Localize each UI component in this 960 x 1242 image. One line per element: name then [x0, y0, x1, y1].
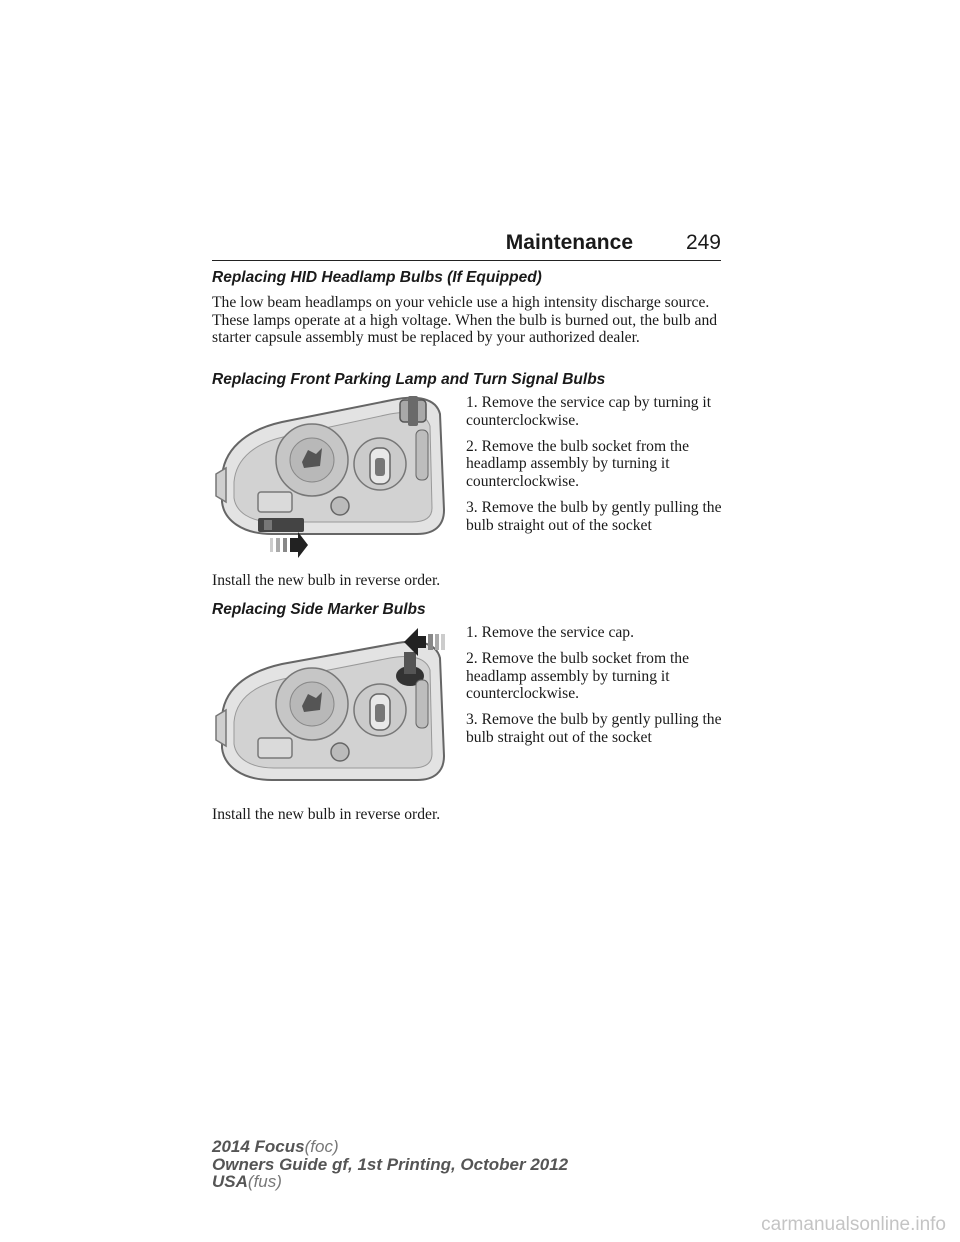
mounting-tab: [258, 492, 292, 512]
hid-heading: Replacing HID Headlamp Bulbs (If Equipped): [212, 269, 542, 286]
adjuster-screw: [331, 743, 349, 761]
parking-lamp-socket: [258, 518, 304, 532]
footer-guide: Owners Guide gf, 1st Printing, October 2012: [212, 1154, 569, 1174]
page-footer: [212, 1138, 568, 1191]
low-beam-reflector: [276, 668, 348, 740]
mounting-tab: [258, 738, 292, 758]
side-marker-heading: Replacing Side Marker Bulbs: [212, 601, 426, 618]
high-beam-reflector: [354, 684, 406, 736]
footer-region: USA: [212, 1172, 248, 1191]
arrow-right-icon: [270, 532, 308, 558]
parking-lamp-heading: Replacing Front Parking Lamp and Turn Signal Bulbs: [212, 371, 606, 388]
hid-paragraph: The low beam headlamps on your vehicle use a high intensity discharge source. These lamps operate at a high voltage. When the bulb is burned out, the bulb and starter capsule assembly must be replaced by your authorized dealer.: [212, 294, 718, 347]
step-3: 3. Remove the bulb by gently pulling the bulb straight out of the socket: [466, 711, 722, 746]
step-2: 2. Remove the bulb socket from the headlamp assembly by turning it counterclockwise.: [466, 437, 690, 490]
parking-lamp-steps: [466, 394, 726, 543]
parking-lamp-install-note: Install the new bulb in reverse order.: [212, 572, 441, 589]
side-marker-steps: [466, 624, 726, 755]
page-number: 249: [685, 231, 721, 254]
high-beam-reflector: [354, 438, 406, 490]
section-title: Maintenance: [505, 231, 633, 254]
step-1: 1. Remove the service cap by turning it counterclockwise.: [466, 394, 712, 429]
low-beam-reflector: [276, 424, 348, 496]
step-3: 3. Remove the bulb by gently pulling the bulb straight out of the socket: [466, 498, 722, 534]
footer-model-code: (foc): [304, 1137, 339, 1156]
page-header: [212, 230, 721, 261]
step-1: 1. Remove the service cap.: [466, 624, 634, 641]
watermark: carmanualsonline.info: [761, 1214, 946, 1235]
footer-region-code: (fus): [247, 1172, 282, 1191]
headlamp-illustration-parking: [212, 392, 460, 558]
adjuster-screw: [331, 497, 349, 515]
footer-model: 2014 Focus: [212, 1137, 305, 1156]
side-marker-install-note: Install the new bulb in reverse order.: [212, 806, 441, 823]
step-2: 2. Remove the bulb socket from the headlamp assembly by turning it counterclockwise.: [466, 650, 690, 703]
headlamp-illustration-side-marker: [212, 626, 460, 792]
